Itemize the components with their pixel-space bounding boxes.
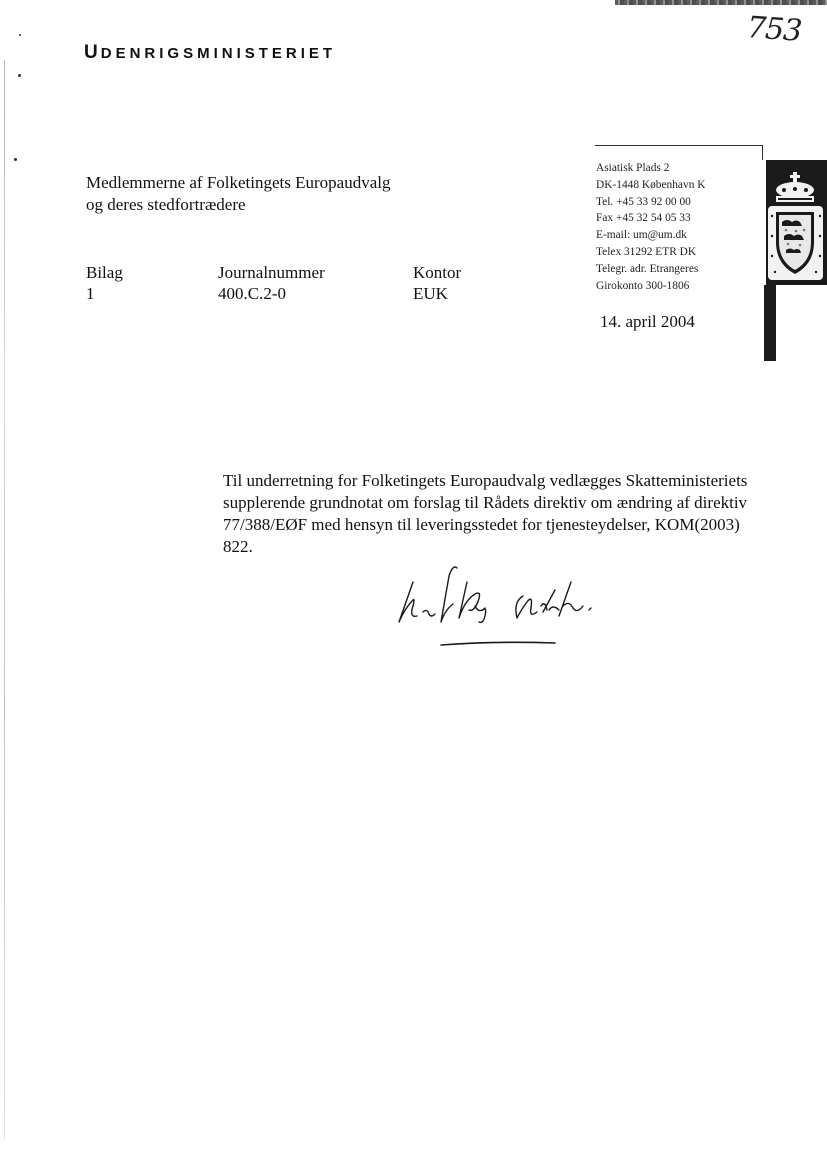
body-line: 822. bbox=[223, 537, 253, 556]
address-line: Telegr. adr. Etrangeres bbox=[596, 262, 699, 275]
bilag-value: 1 bbox=[86, 284, 95, 303]
address-line: Tel. +45 33 92 00 00 bbox=[596, 195, 691, 208]
address-line: Fax +45 32 54 05 33 bbox=[596, 212, 691, 225]
body-line: 77/388/EØF med hensyn til leveringsstedet for tjenesteydelser, KOM(2003) bbox=[223, 515, 740, 534]
scan-top-artifact bbox=[615, 0, 827, 5]
letter-body bbox=[223, 470, 758, 558]
address-line: E-mail: um@um.dk bbox=[596, 229, 687, 242]
body-line: Til underretning for Folketingets Europaudvalg vedlægges Skatteministeriets bbox=[223, 471, 748, 490]
scan-speck bbox=[14, 158, 17, 161]
bilag-label: Bilag bbox=[86, 263, 123, 282]
ministry-name: UDENRIGSMINISTERIET bbox=[84, 42, 337, 63]
recipient-line-1: Medlemmerne af Folketingets Europaudvalg bbox=[86, 173, 391, 192]
sender-address-block bbox=[596, 160, 705, 294]
body-line: supplerende grundnotat om forslag til Rådets direktiv om ændring af direktiv bbox=[223, 493, 748, 512]
journal-label: Journalnummer bbox=[218, 263, 325, 282]
scan-edge-line bbox=[4, 60, 5, 1140]
address-line: Girokonto 300-1806 bbox=[596, 279, 690, 292]
journal-value: 400.C.2-0 bbox=[218, 284, 286, 303]
address-line: Telex 31292 ETR DK bbox=[596, 245, 697, 258]
address-divider-tick bbox=[762, 145, 763, 160]
scan-speck bbox=[19, 34, 21, 36]
address-line: DK-1448 København K bbox=[596, 178, 706, 191]
handwritten-signature bbox=[395, 560, 605, 660]
scan-speck bbox=[18, 74, 21, 77]
crest-band bbox=[766, 160, 827, 285]
address-line: Asiatisk Plads 2 bbox=[596, 162, 670, 174]
crest-band-strip bbox=[764, 285, 776, 361]
handwritten-document-number: 753 bbox=[745, 10, 803, 49]
letter-date: 14. april 2004 bbox=[600, 312, 695, 331]
address-divider bbox=[595, 145, 762, 146]
recipient-block bbox=[86, 172, 391, 216]
recipient-line-2: og deres stedfortrædere bbox=[86, 195, 246, 214]
royal-coat-of-arms-icon bbox=[766, 160, 827, 285]
kontor-value: EUK bbox=[413, 284, 448, 303]
kontor-label: Kontor bbox=[413, 263, 462, 282]
